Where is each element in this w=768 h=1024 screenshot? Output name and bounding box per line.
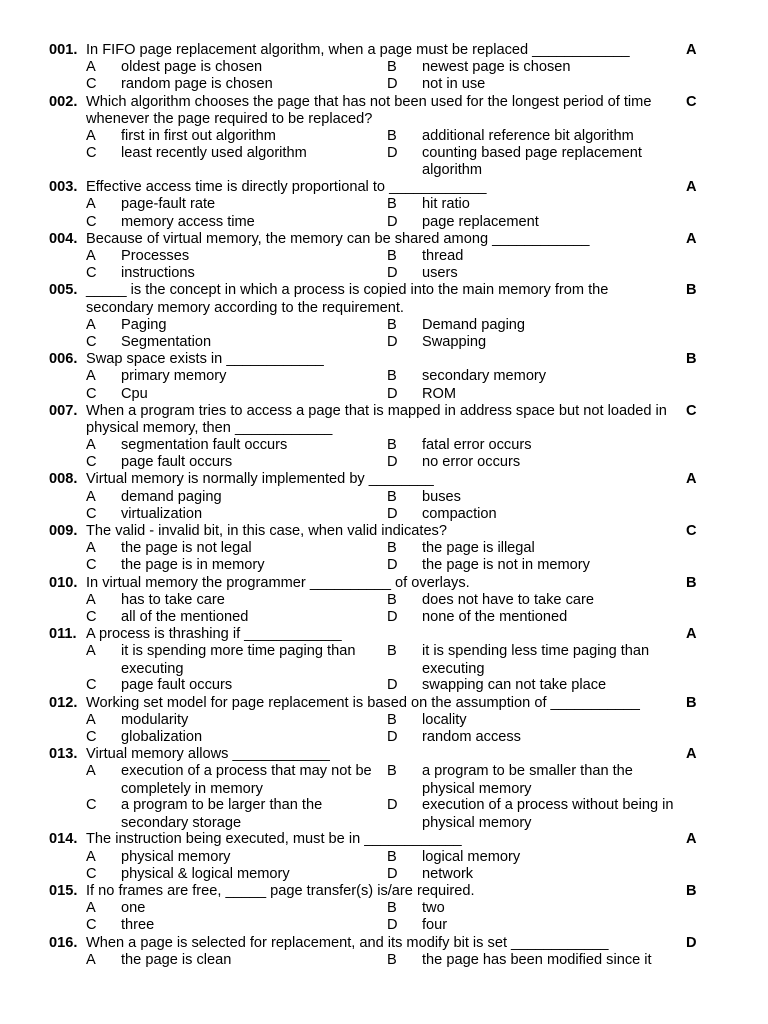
- option-row: [0, 763, 768, 797]
- answer-key: B: [686, 351, 697, 368]
- question-number: 015.: [49, 882, 78, 899]
- option-letter: A: [86, 848, 96, 865]
- option-text: the page has been modified since it: [422, 951, 652, 968]
- question-text: Virtual memory allows ____________: [86, 746, 330, 763]
- option-letter: D: [387, 333, 398, 350]
- option-letter: C: [86, 865, 97, 882]
- option-letter: A: [86, 900, 96, 917]
- question-row: [0, 935, 768, 952]
- question-item: [0, 695, 768, 747]
- question-item: [0, 831, 768, 883]
- option-letter: D: [387, 265, 398, 282]
- option-letter: D: [387, 865, 398, 882]
- option-letter: B: [387, 643, 397, 660]
- option-letter: A: [86, 368, 96, 385]
- question-row: [0, 746, 768, 763]
- option-text: one: [121, 900, 146, 917]
- question-item: [0, 523, 768, 575]
- option-row: [0, 797, 768, 831]
- option-text: page fault occurs: [121, 454, 233, 471]
- option-text: users: [422, 265, 458, 282]
- option-letter: A: [86, 437, 96, 454]
- answer-key: A: [686, 626, 697, 643]
- option-text: secondary memory: [422, 368, 547, 385]
- question-item: [0, 179, 768, 231]
- option-row: [0, 557, 768, 574]
- option-text: primary memory: [121, 368, 227, 385]
- question-number: 001.: [49, 42, 78, 58]
- question-row: [0, 575, 768, 592]
- answer-key: C: [686, 93, 697, 110]
- option-letter: A: [86, 316, 96, 333]
- question-row: [0, 471, 768, 488]
- answer-key: A: [686, 831, 697, 848]
- option-row: [0, 729, 768, 746]
- question-item: [0, 231, 768, 283]
- option-row: [0, 917, 768, 934]
- question-item: [0, 94, 768, 180]
- option-letter: A: [86, 127, 96, 144]
- option-text: the page is not in memory: [422, 557, 590, 574]
- question-item: [0, 42, 768, 94]
- option-row: [0, 866, 768, 883]
- answer-key: D: [686, 934, 697, 951]
- option-text: a program to be smaller than the physical memory: [422, 763, 633, 797]
- option-letter: B: [387, 247, 397, 264]
- option-letter: C: [86, 917, 97, 934]
- option-row: [0, 592, 768, 609]
- option-row: [0, 214, 768, 231]
- option-row: [0, 368, 768, 385]
- question-text: The valid - invalid bit, in this case, when valid indicates?: [86, 523, 447, 540]
- option-text: the page is not legal: [121, 540, 252, 557]
- option-letter: A: [86, 591, 96, 608]
- option-text: physical memory: [121, 848, 231, 865]
- option-text: instructions: [121, 265, 195, 282]
- option-letter: D: [387, 917, 398, 934]
- option-text: newest page is chosen: [422, 59, 571, 76]
- question-number: 008.: [49, 471, 78, 488]
- option-letter: D: [387, 505, 398, 522]
- option-text: the page is illegal: [422, 540, 535, 557]
- question-number: 016.: [49, 934, 78, 951]
- option-text: the page is in memory: [121, 557, 265, 574]
- option-text: thread: [422, 247, 464, 264]
- option-letter: C: [86, 609, 97, 626]
- option-row: [0, 265, 768, 282]
- question-item: [0, 626, 768, 694]
- question-item: [0, 282, 768, 351]
- option-row: [0, 59, 768, 76]
- option-letter: B: [387, 316, 397, 333]
- option-row: [0, 128, 768, 145]
- option-letter: C: [86, 76, 97, 93]
- option-row: [0, 454, 768, 471]
- option-text: it is spending less time paging than executing: [422, 643, 650, 677]
- option-letter: B: [387, 540, 397, 557]
- option-text: modularity: [121, 711, 189, 728]
- question-row: [0, 403, 768, 437]
- option-letter: D: [387, 677, 398, 694]
- question-item: [0, 575, 768, 627]
- option-text: a program to be larger than the secondary storage: [121, 797, 323, 831]
- option-row: [0, 609, 768, 626]
- option-letter: C: [86, 677, 97, 694]
- option-text: swapping can not take place: [422, 677, 607, 694]
- option-text: demand paging: [121, 488, 222, 505]
- question-item: [0, 883, 768, 935]
- option-letter: B: [387, 488, 397, 505]
- option-text: fatal error occurs: [422, 437, 532, 454]
- question-text: In virtual memory the programmer __________ of overlays.: [86, 574, 470, 591]
- answer-key: A: [686, 230, 697, 247]
- option-text: compaction: [422, 505, 497, 522]
- option-text: Demand paging: [422, 316, 526, 333]
- question-item: [0, 935, 768, 969]
- question-number: 006.: [49, 351, 78, 368]
- option-text: page fault occurs: [121, 677, 233, 694]
- option-text: additional reference bit algorithm: [422, 127, 634, 144]
- answer-key: B: [686, 574, 697, 591]
- answer-key: A: [686, 471, 697, 488]
- option-text: two: [422, 900, 445, 917]
- option-text: oldest page is chosen: [121, 59, 263, 76]
- option-letter: C: [86, 728, 97, 745]
- option-row: [0, 677, 768, 694]
- option-letter: A: [86, 59, 96, 76]
- option-row: [0, 643, 768, 677]
- answer-key: B: [686, 882, 697, 899]
- option-letter: A: [86, 540, 96, 557]
- option-letter: C: [86, 385, 97, 402]
- option-letter: D: [387, 385, 398, 402]
- option-row: [0, 900, 768, 917]
- option-letter: B: [387, 951, 397, 968]
- answer-key: A: [686, 746, 697, 763]
- question-item: [0, 403, 768, 472]
- option-text: logical memory: [422, 848, 521, 865]
- option-row: [0, 145, 768, 179]
- option-text: virtualization: [121, 505, 203, 522]
- question-number: 010.: [49, 574, 78, 591]
- option-text: ROM: [422, 385, 457, 402]
- question-row: [0, 94, 768, 128]
- option-text: hit ratio: [422, 196, 470, 213]
- question-list: [0, 42, 768, 969]
- option-letter: D: [387, 213, 398, 230]
- option-letter: B: [387, 196, 397, 213]
- option-letter: D: [387, 76, 398, 93]
- option-text: page-fault rate: [121, 196, 216, 213]
- question-text: Working set model for page replacement is based on the assumption of ___________: [86, 694, 640, 711]
- question-row: [0, 883, 768, 900]
- question-text: Effective access time is directly proportional to ____________: [86, 179, 487, 196]
- question-number: 011.: [49, 626, 77, 643]
- question-number: 007.: [49, 402, 78, 419]
- option-letter: C: [86, 797, 97, 814]
- option-text: it is spending more time paging than executing: [121, 643, 356, 677]
- question-number: 002.: [49, 93, 78, 110]
- question-number: 005.: [49, 282, 78, 299]
- question-item: [0, 746, 768, 831]
- option-text: memory access time: [121, 213, 255, 230]
- option-text: random page is chosen: [121, 76, 273, 93]
- option-text: random access: [422, 728, 521, 745]
- option-letter: B: [387, 763, 397, 780]
- question-row: [0, 831, 768, 848]
- option-text: physical & logical memory: [121, 865, 290, 882]
- option-letter: C: [86, 557, 97, 574]
- option-text: Swapping: [422, 333, 487, 350]
- question-text: A process is thrashing if ____________: [86, 626, 342, 643]
- option-letter: B: [387, 591, 397, 608]
- question-row: [0, 231, 768, 248]
- option-text: three: [121, 917, 155, 934]
- option-row: [0, 317, 768, 334]
- option-text: execution of a process that may not be completely in memory: [121, 763, 372, 797]
- question-text: If no frames are free, _____ page transfer(s) is/are required.: [86, 882, 475, 899]
- question-item: [0, 351, 768, 403]
- option-row: [0, 489, 768, 506]
- option-letter: A: [86, 951, 96, 968]
- question-text: Which algorithm chooses the page that has not been used for the longest period of time whenever the page required to be replaced?: [86, 93, 652, 127]
- option-text: counting based page replacement algorithm: [422, 145, 642, 179]
- option-row: [0, 76, 768, 93]
- option-letter: C: [86, 333, 97, 350]
- option-text: Paging: [121, 316, 167, 333]
- question-row: [0, 179, 768, 196]
- option-text: Segmentation: [121, 333, 212, 350]
- option-letter: C: [86, 454, 97, 471]
- option-text: does not have to take care: [422, 591, 594, 608]
- answer-key: B: [686, 694, 697, 711]
- option-letter: D: [387, 145, 398, 162]
- option-row: [0, 437, 768, 454]
- option-row: [0, 712, 768, 729]
- answer-key: B: [686, 282, 697, 299]
- option-row: [0, 196, 768, 213]
- question-item: [0, 471, 768, 523]
- option-letter: B: [387, 437, 397, 454]
- question-text: _____ is the concept in which a process is copied into the main memory from the secondary memory according to the requirement.: [86, 282, 609, 316]
- question-row: [0, 695, 768, 712]
- question-number: 009.: [49, 523, 78, 540]
- option-letter: D: [387, 728, 398, 745]
- option-text: segmentation fault occurs: [121, 437, 288, 454]
- question-number: 014.: [49, 831, 78, 848]
- option-text: none of the mentioned: [422, 609, 568, 626]
- answer-key: C: [686, 402, 697, 419]
- option-letter: B: [387, 848, 397, 865]
- option-row: [0, 540, 768, 557]
- option-letter: A: [86, 643, 96, 660]
- question-row: [0, 351, 768, 368]
- option-letter: A: [86, 711, 96, 728]
- option-row: [0, 506, 768, 523]
- option-letter: A: [86, 488, 96, 505]
- question-number: 012.: [49, 694, 78, 711]
- question-row: [0, 626, 768, 643]
- option-letter: A: [86, 247, 96, 264]
- question-text: Swap space exists in ____________: [86, 351, 324, 368]
- option-letter: C: [86, 265, 97, 282]
- option-text: least recently used algorithm: [121, 145, 307, 162]
- option-row: [0, 849, 768, 866]
- option-text: the page is clean: [121, 951, 232, 968]
- option-letter: C: [86, 213, 97, 230]
- question-number: 004.: [49, 230, 78, 247]
- option-letter: D: [387, 797, 398, 814]
- option-letter: A: [86, 196, 96, 213]
- question-text: The instruction being executed, must be in ____________: [86, 831, 462, 848]
- option-row: [0, 386, 768, 403]
- question-row: [0, 523, 768, 540]
- option-letter: D: [387, 609, 398, 626]
- option-row: [0, 952, 768, 969]
- option-row: [0, 248, 768, 265]
- option-letter: B: [387, 711, 397, 728]
- option-text: buses: [422, 488, 461, 505]
- question-text: In FIFO page replacement algorithm, when a page must be replaced ____________: [86, 42, 630, 58]
- option-letter: B: [387, 59, 397, 76]
- option-letter: C: [86, 145, 97, 162]
- option-text: Cpu: [121, 385, 148, 402]
- option-text: execution of a process without being in physical memory: [422, 797, 674, 831]
- option-text: no error occurs: [422, 454, 521, 471]
- option-text: four: [422, 917, 448, 934]
- option-text: globalization: [121, 728, 203, 745]
- option-letter: D: [387, 557, 398, 574]
- option-text: not in use: [422, 76, 486, 93]
- question-row: [0, 42, 768, 59]
- question-number: 013.: [49, 746, 78, 763]
- option-text: has to take care: [121, 591, 225, 608]
- question-text: Because of virtual memory, the memory can be shared among ____________: [86, 230, 590, 247]
- option-text: all of the mentioned: [121, 609, 249, 626]
- question-row: [0, 282, 768, 316]
- answer-key: A: [686, 42, 697, 58]
- question-text: When a page is selected for replacement, and its modify bit is set ____________: [86, 934, 609, 951]
- question-text: Virtual memory is normally implemented by ________: [86, 471, 434, 488]
- option-text: page replacement: [422, 213, 539, 230]
- question-number: 003.: [49, 179, 78, 196]
- option-text: first in first out algorithm: [121, 127, 276, 144]
- option-row: [0, 334, 768, 351]
- answer-key: A: [686, 179, 697, 196]
- question-text: When a program tries to access a page that is mapped in address space but not loaded in physical memory, then ____________: [86, 402, 667, 436]
- option-text: network: [422, 865, 474, 882]
- option-letter: A: [86, 763, 96, 780]
- answer-key: C: [686, 523, 697, 540]
- option-text: Processes: [121, 247, 190, 264]
- option-text: locality: [422, 711, 467, 728]
- option-letter: B: [387, 900, 397, 917]
- option-letter: B: [387, 127, 397, 144]
- option-letter: C: [86, 505, 97, 522]
- option-letter: D: [387, 454, 398, 471]
- option-letter: B: [387, 368, 397, 385]
